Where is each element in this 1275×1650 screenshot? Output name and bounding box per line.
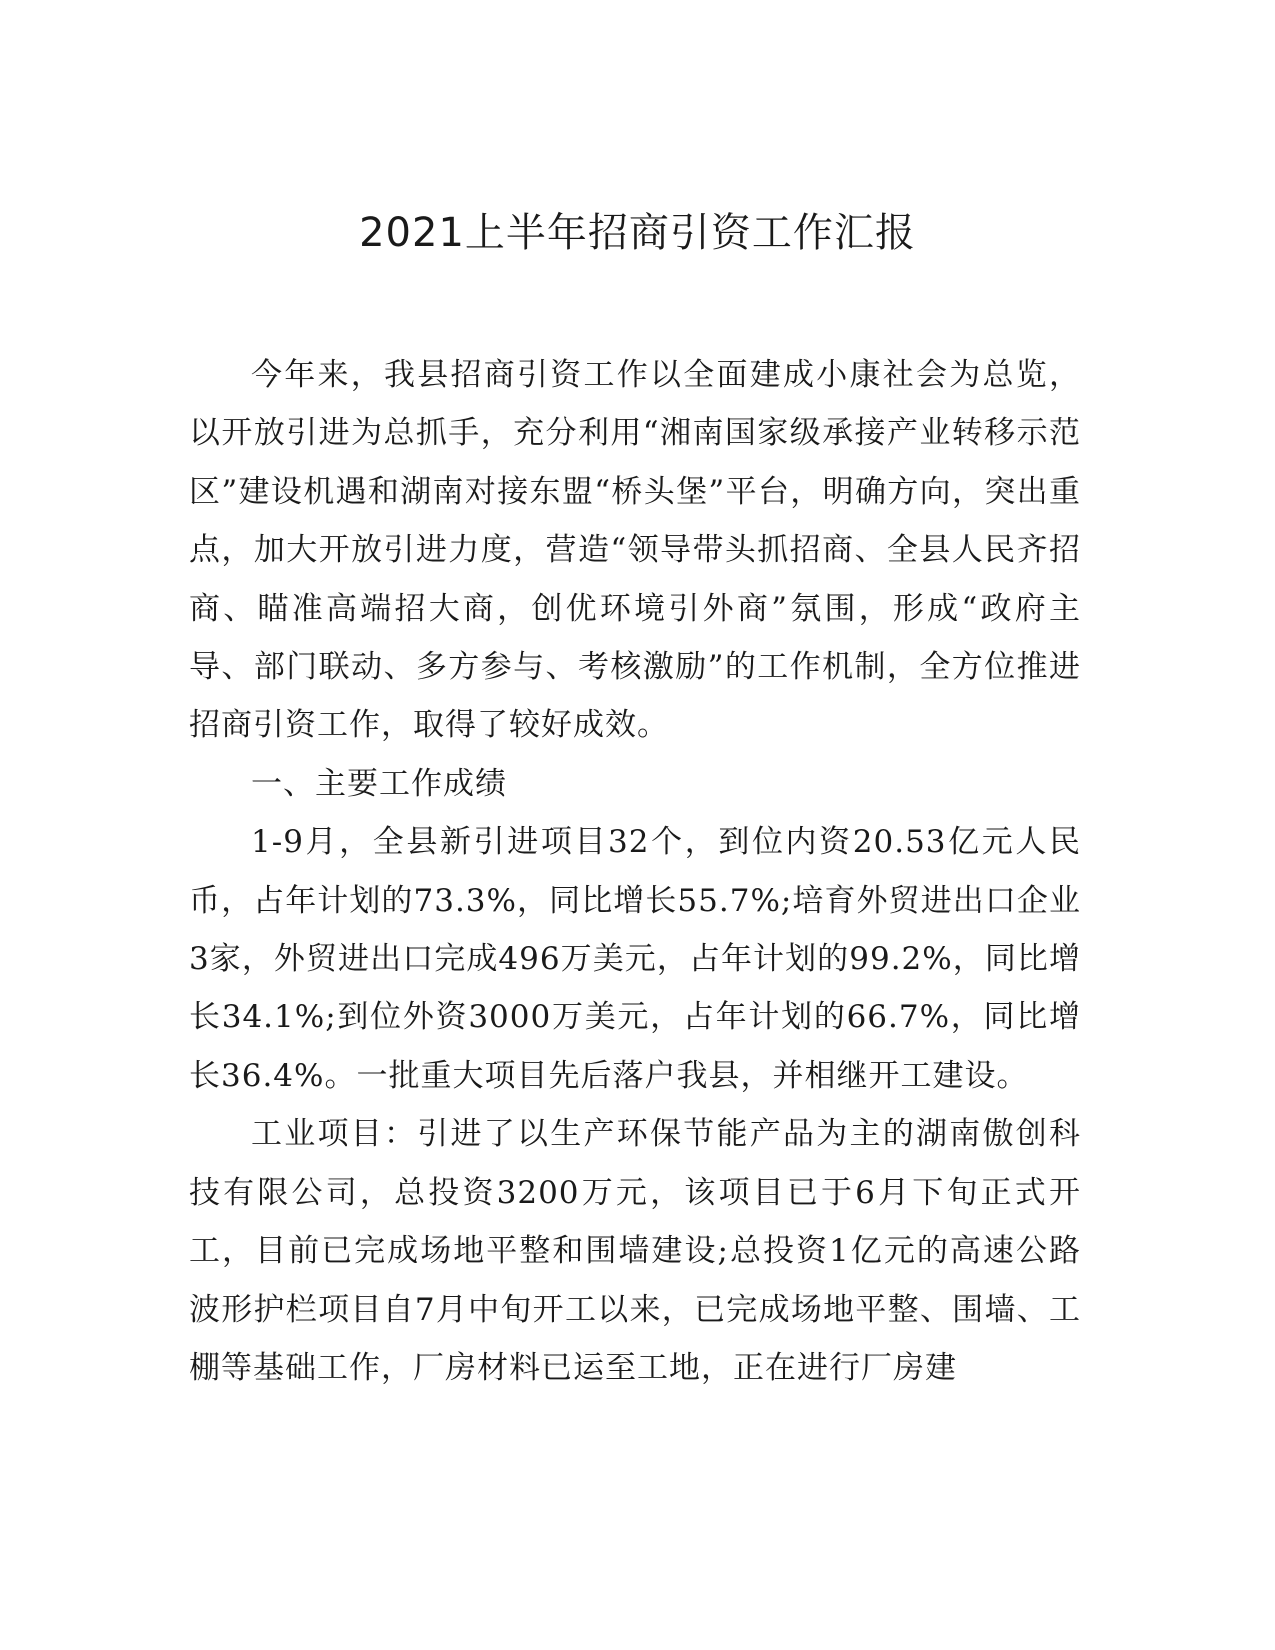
document-title: 2021上半年招商引资工作汇报 bbox=[359, 210, 916, 256]
section-heading: 一、主要工作成绩 bbox=[251, 765, 507, 802]
intro-paragraph: 今年来，我县招商引资工作以全面建成小康社会为总览，以开放引进为总抓手，充分利用“湘南国家级承接产业转移示范区”建设机遇和湖南对接东盟“桥头堡”平台，明确方向，突出重点，加大开放引进力度，营造“领导带头抓招商、全县人民齐招商、瞄准高端招大商，创优环境引外商”氛围，形成“政府主导、部门联动、多方参与、考核激励”的工作机制，全方位推进招商引资工作，取得了较好成效。 bbox=[189, 357, 1081, 744]
document-body bbox=[189, 346, 1081, 1397]
industrial-projects-paragraph: 工业项目：引进了以生产环保节能产品为主的湖南傲创科技有限公司，总投资3200万元，该项目已于6月下旬正式开工，目前已完成场地平整和围墙建设;总投资1亿元的高速公路波形护栏项目自7月中旬开工以来，已完成场地平整、围墙、工棚等基础工作，厂房材料已运至工地，正在进行厂房建 bbox=[189, 1116, 1081, 1386]
results-paragraph: 1-9月，全县新引进项目32个，到位内资20.53亿元人民币，占年计划的73.3%，同比增长55.7%;培育外贸进出口企业3家，外贸进出口完成496万美元，占年计划的99.2%，同比增长34.1%;到位外资3000万美元，占年计划的66.7%，同比增长36.4%。一批重大项目先后落户我县，并相继开工建设。 bbox=[189, 824, 1081, 1094]
